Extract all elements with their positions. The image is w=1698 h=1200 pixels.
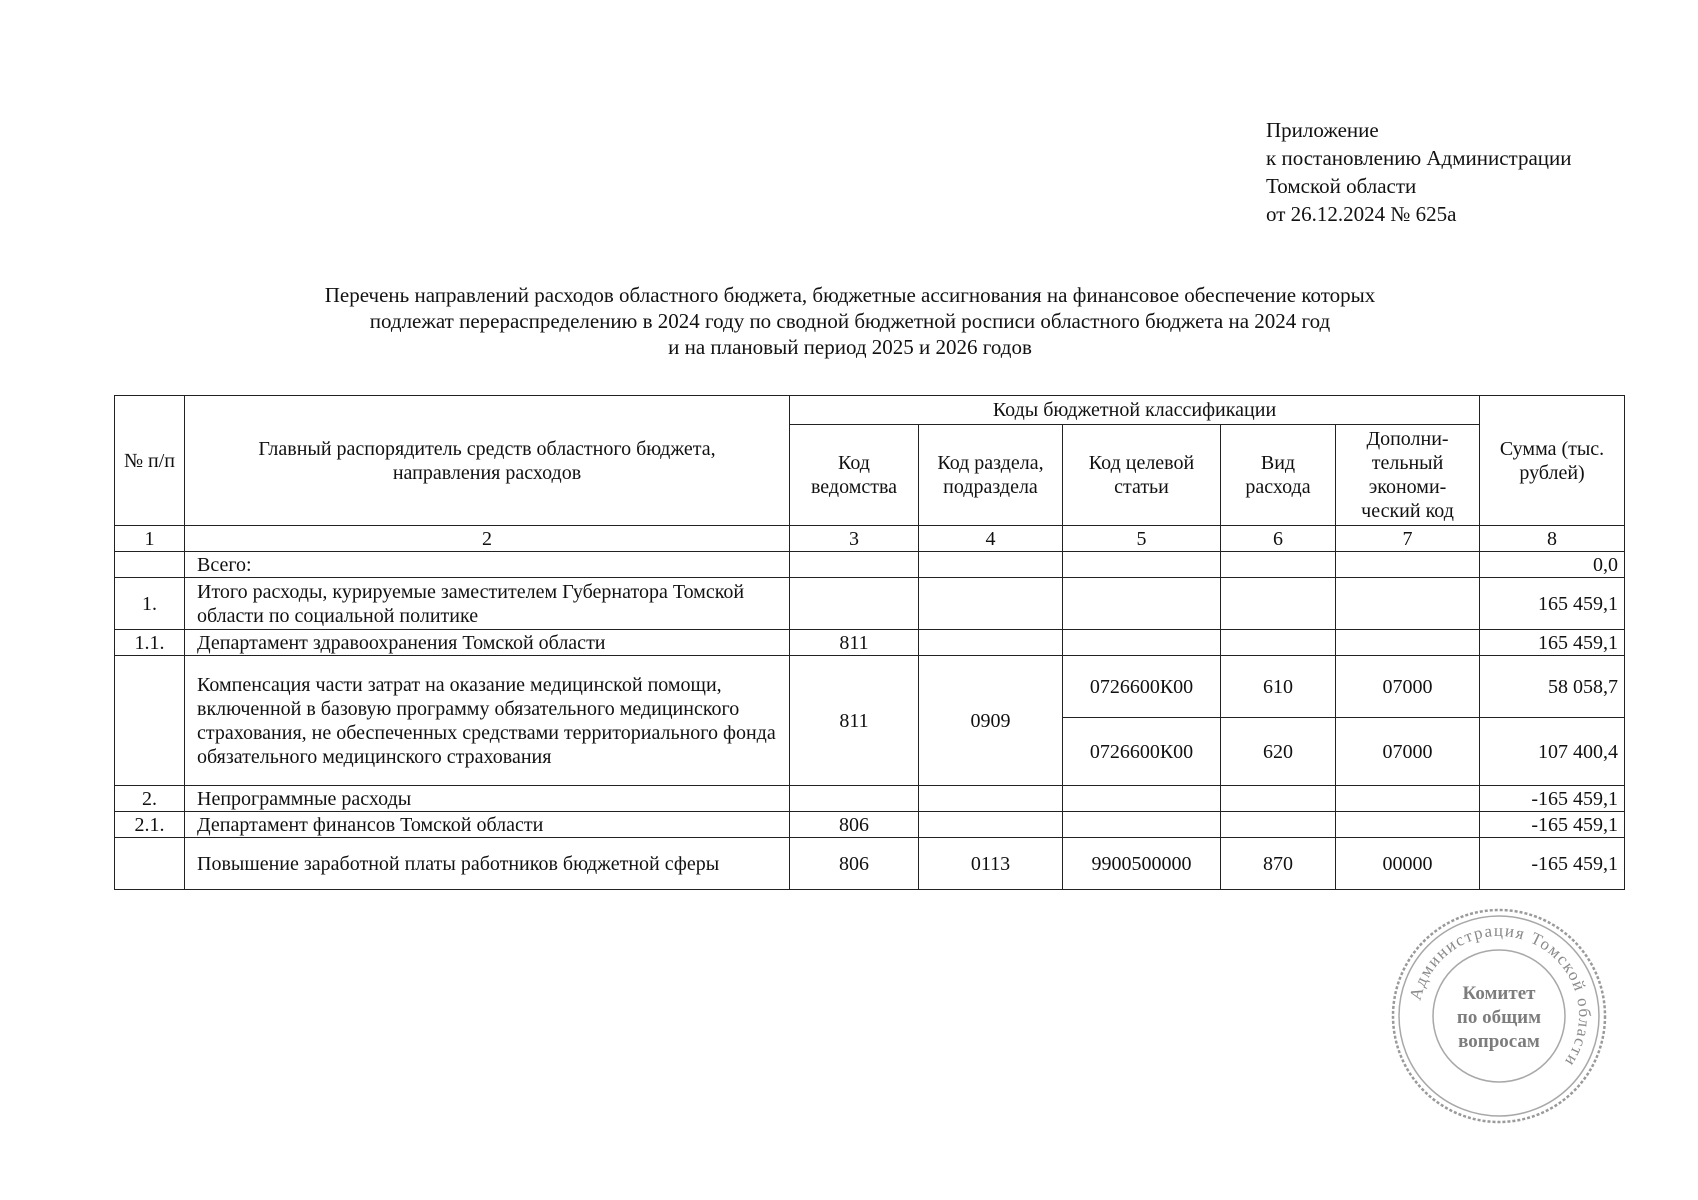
cell-extra [1336, 812, 1480, 838]
cell-dept [790, 786, 919, 812]
table-row-1-1 [115, 630, 1625, 656]
cell-kind [1221, 630, 1336, 656]
cell-extra: 07000 [1336, 656, 1480, 718]
cell-sum: -165 459,1 [1480, 838, 1625, 890]
cell-extra [1336, 578, 1480, 630]
header-section-code: Код раздела, подраздела [919, 425, 1063, 526]
cell-name: Департамент финансов Томской области [185, 812, 790, 838]
cell-section [919, 552, 1063, 578]
cell-dept: 806 [790, 838, 919, 890]
column-number: 4 [919, 526, 1063, 552]
cell-sum: -165 459,1 [1480, 812, 1625, 838]
title-line-1: Перечень направлений расходов областного бюджета, бюджетные ассигнования на финансовое обеспечение которых [324, 283, 1376, 307]
appendix-line-1: Приложение [1266, 118, 1379, 142]
cell-target [1063, 812, 1221, 838]
appendix-block [1266, 116, 1572, 228]
stamp-line-1: Комитет [1462, 983, 1536, 1004]
table-row-2-1-a [115, 838, 1625, 890]
cell-sum: 107 400,4 [1480, 718, 1625, 786]
appendix-line-3: Томской области [1266, 174, 1417, 198]
table-row-2-1 [115, 812, 1625, 838]
title-line-2: подлежат перераспределению в 2024 году по сводной бюджетной росписи областного бюджета на 2024 год [369, 309, 1331, 333]
cell-target [1063, 786, 1221, 812]
cell-extra [1336, 630, 1480, 656]
cell-extra: 00000 [1336, 838, 1480, 890]
cell-section [919, 786, 1063, 812]
title-line-3: и на плановый период 2025 и 2026 годов [668, 335, 1032, 359]
cell-target: 0726600К00 [1063, 656, 1221, 718]
budget-table [114, 395, 1625, 890]
cell-target: 9900500000 [1063, 838, 1221, 890]
cell-num [115, 656, 185, 786]
stamp-seal-icon [1388, 905, 1610, 1127]
cell-num [115, 838, 185, 890]
cell-kind: 610 [1221, 656, 1336, 718]
cell-dept: 811 [790, 630, 919, 656]
column-number: 1 [115, 526, 185, 552]
cell-sum: 58 058,7 [1480, 656, 1625, 718]
header-dept-code: Код ведомства [790, 425, 919, 526]
cell-sum: 165 459,1 [1480, 630, 1625, 656]
cell-num: 2.1. [115, 812, 185, 838]
cell-dept: 806 [790, 812, 919, 838]
cell-target [1063, 630, 1221, 656]
cell-section: 0113 [919, 838, 1063, 890]
cell-name: Всего: [185, 552, 790, 578]
cell-kind: 870 [1221, 838, 1336, 890]
cell-extra [1336, 552, 1480, 578]
cell-section [919, 630, 1063, 656]
header-kind-code: Вид расхода [1221, 425, 1336, 526]
table-row-1-1-a-line-1 [115, 656, 1625, 718]
header-extra-code: Дополни-тельный экономи-ческий код [1336, 425, 1480, 526]
cell-extra: 07000 [1336, 718, 1480, 786]
column-number: 6 [1221, 526, 1336, 552]
cell-target: 0726600К00 [1063, 718, 1221, 786]
cell-kind: 620 [1221, 718, 1336, 786]
column-number: 8 [1480, 526, 1625, 552]
column-number: 3 [790, 526, 919, 552]
table-row-1 [115, 578, 1625, 630]
cell-kind [1221, 786, 1336, 812]
cell-kind [1221, 578, 1336, 630]
cell-target [1063, 578, 1221, 630]
official-stamp [1388, 905, 1610, 1127]
stamp-ring-text: Администрация Томской области [1405, 920, 1595, 1071]
cell-name: Повышение заработной платы работников бюджетной сферы [185, 838, 790, 890]
cell-num: 1. [115, 578, 185, 630]
cell-name: Департамент здравоохранения Томской области [185, 630, 790, 656]
table-row-2 [115, 786, 1625, 812]
header-sum: Сумма (тыс. рублей) [1480, 396, 1625, 526]
column-numbers-row [115, 526, 1625, 552]
column-number: 5 [1063, 526, 1221, 552]
column-number: 7 [1336, 526, 1480, 552]
table-row-total [115, 552, 1625, 578]
cell-extra [1336, 786, 1480, 812]
cell-num: 1.1. [115, 630, 185, 656]
header-num: № п/п [115, 396, 185, 526]
cell-sum: 165 459,1 [1480, 578, 1625, 630]
cell-num [115, 552, 185, 578]
cell-dept: 811 [790, 656, 919, 786]
cell-section [919, 578, 1063, 630]
cell-dept [790, 552, 919, 578]
document-title [150, 282, 1550, 360]
cell-dept [790, 578, 919, 630]
cell-sum: -165 459,1 [1480, 786, 1625, 812]
header-target-code: Код целевой статьи [1063, 425, 1221, 526]
header-row-top [115, 396, 1625, 425]
appendix-line-4: от 26.12.2024 № 625а [1266, 202, 1457, 226]
cell-num: 2. [115, 786, 185, 812]
appendix-line-2: к постановлению Администрации [1266, 146, 1572, 170]
column-number: 2 [185, 526, 790, 552]
header-codes-group: Коды бюджетной классификации [790, 396, 1480, 425]
cell-section [919, 812, 1063, 838]
cell-section: 0909 [919, 656, 1063, 786]
cell-sum: 0,0 [1480, 552, 1625, 578]
cell-kind [1221, 552, 1336, 578]
stamp-line-3: вопросам [1458, 1031, 1540, 1052]
cell-kind [1221, 812, 1336, 838]
header-name: Главный распорядитель средств областного бюджета, направления расходов [185, 396, 790, 526]
cell-name: Итого расходы, курируемые заместителем Губернатора Томской области по социальной политике [185, 578, 790, 630]
stamp-line-2: по общим [1456, 1007, 1542, 1028]
cell-target [1063, 552, 1221, 578]
cell-name: Непрограммные расходы [185, 786, 790, 812]
cell-name: Компенсация части затрат на оказание медицинской помощи, включенной в базовую программу обязательного медицинского страхования, не обеспеченных средствами территориального фонда обязательного медицинского страхования [185, 656, 790, 786]
